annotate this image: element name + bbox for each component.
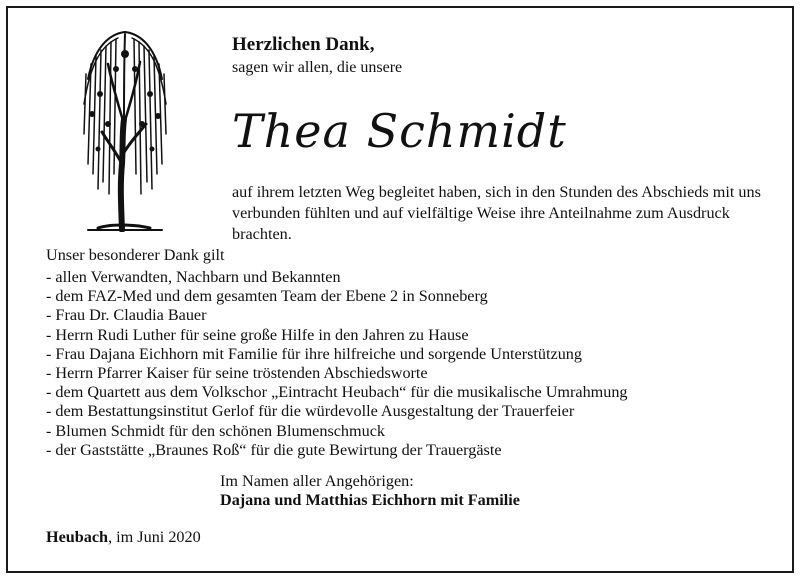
date-text: , im Juni 2020 bbox=[108, 528, 201, 546]
list-item: - dem FAZ-Med und dem gesamten Team der Ebene 2 in Sonneberg bbox=[46, 287, 488, 306]
list-item: - dem Quartett aus dem Volkschor „Eintracht Heubach“ für die musikalische Umrahmung bbox=[46, 383, 628, 402]
place-date bbox=[46, 528, 201, 547]
list-item: - Herrn Pfarrer Kaiser für seine tröstenden Abschiedsworte bbox=[46, 364, 428, 383]
deceased-name: Thea Schmidt bbox=[232, 104, 567, 158]
list-item: - allen Verwandten, Nachbarn und Bekannten bbox=[46, 268, 341, 286]
heading-thanks: Herzlichen Dank, bbox=[232, 34, 375, 55]
intro-paragraph: auf ihrem letzten Weg begleitet haben, sich in den Stunden des Abschieds mit uns verbunden fühlten und auf vielfältige Weise ihre Anteilnahme zum Ausdruck brachten. bbox=[232, 183, 761, 243]
weeping-willow-icon bbox=[78, 24, 170, 232]
family-signature: Dajana und Matthias Eichhorn mit Familie bbox=[220, 491, 520, 509]
list-item: - dem Bestattungsinstitut Gerlof für die würdevolle Ausgestaltung der Trauerfeier bbox=[46, 402, 575, 421]
place-name: Heubach bbox=[46, 528, 109, 546]
list-item: - der Gaststätte „Braunes Roß“ für die gute Bewirtung der Trauergäste bbox=[46, 440, 502, 459]
list-item: - Herrn Rudi Luther für seine große Hilfe in den Jahren zu Hause bbox=[46, 325, 469, 344]
on-behalf-line: Im Namen aller Angehörigen: bbox=[220, 472, 414, 490]
list-item: - Blumen Schmidt für den schönen Blumenschmuck bbox=[46, 421, 385, 440]
heading-subtitle: sagen wir allen, die unsere bbox=[232, 59, 403, 76]
list-item: - Frau Dr. Claudia Bauer bbox=[46, 306, 207, 325]
list-item: - Frau Dajana Eichhorn mit Familie für ihre hilfreiche und sorgende Unterstützung bbox=[46, 344, 582, 363]
thanks-list bbox=[46, 268, 628, 460]
thanks-intro: Unser besonderer Dank gilt bbox=[46, 246, 225, 264]
